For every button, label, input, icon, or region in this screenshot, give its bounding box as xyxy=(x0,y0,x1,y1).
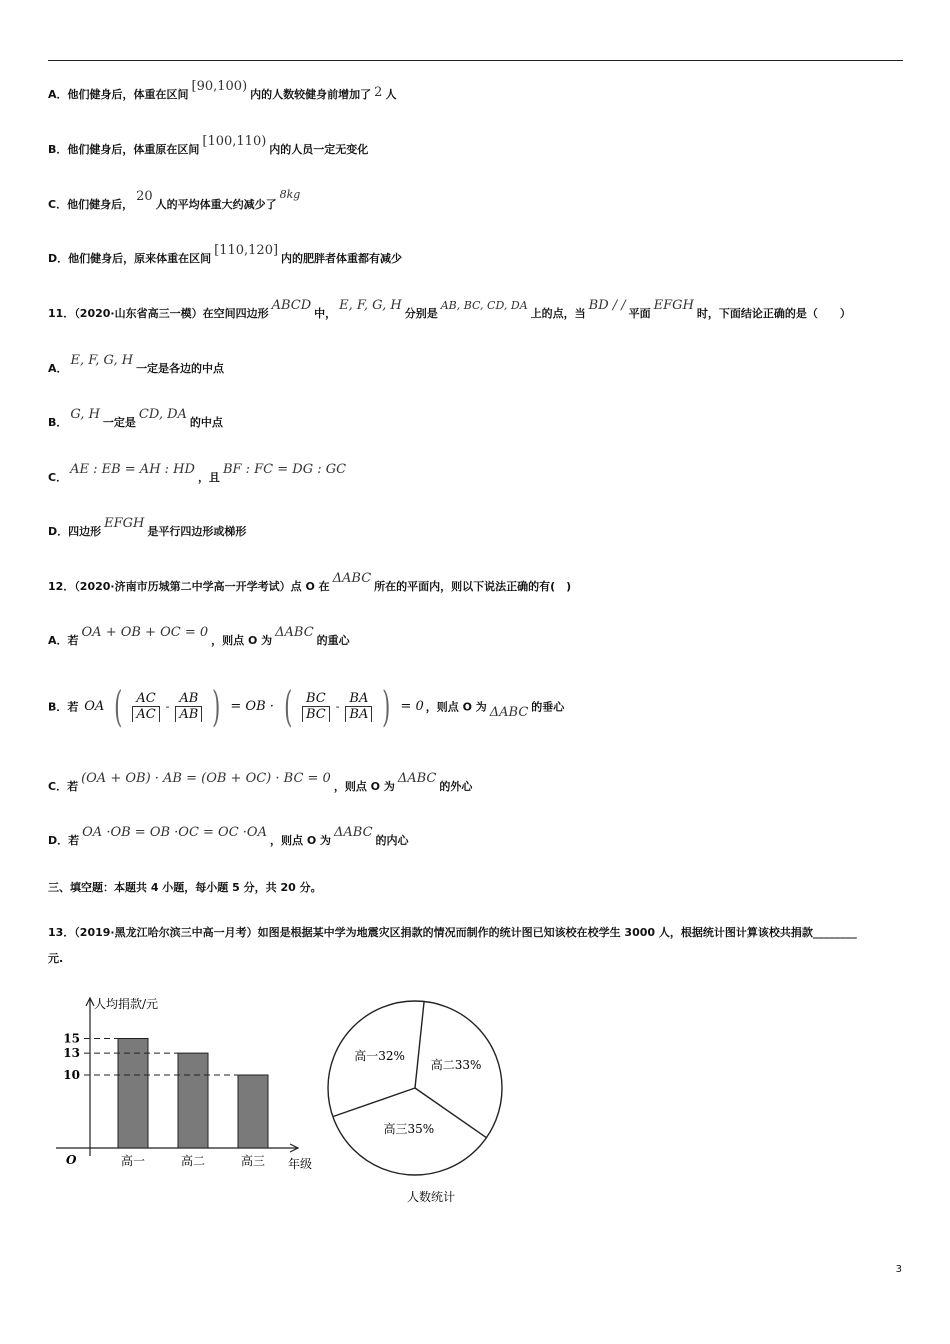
pie-divider xyxy=(415,1001,424,1088)
bar-chart xyxy=(48,990,328,1180)
bar xyxy=(118,1039,148,1149)
q12-option-c: C．若(OA + OB) · AB = (OB + OC) · BC = 0，则点 O 为ΔABC的外心 xyxy=(48,771,473,793)
q11-stem: 11．（2020·山东省高三一模）在空间四边形ABCD中，E, F, G, H分别是AB, BC, CD, DA上的点，当BD / /平面EFGH时，下面结论正确的是（ ） xyxy=(48,298,851,320)
pie-chart xyxy=(320,970,520,1220)
q11-option-d: D．四边形EFGH是平行四边形或梯形 xyxy=(48,516,247,538)
pie-title: 人数统计 xyxy=(406,1190,456,1204)
y-tick-label: 15 xyxy=(63,1031,80,1046)
pie-slice-label: 高二33% xyxy=(430,1058,482,1073)
y-tick-label: 10 xyxy=(63,1068,80,1082)
q11-option-c: C．AE : EB = AH : HD，且BF : FC = DG : GC xyxy=(48,462,347,484)
q10-option-a: A．他们健身后，体重在区间[90,100)内的人数较健身前增加了 2 人 xyxy=(48,79,397,101)
q11-option-b: B．G, H一定是CD, DA的中点 xyxy=(48,407,223,429)
pie-slice-label: 高三35% xyxy=(383,1121,435,1136)
q10-option-b: B．他们健身后，体重原在区间[100,110)内的人员一定无变化 xyxy=(48,134,369,156)
q12-option-b: B．若 OA ( $\frac{AC}{AC}$ - $\frac{AB}{AB}$ ) = OB · ( $\frac{BC}{BC}$ - $\frac{BA}{BA}$ ) = 0 ，则点 O 为 ΔABC 的垂心 xyxy=(48,682,565,731)
pie-slice-label: 高一32% xyxy=(354,1048,405,1063)
y-tick-label: 13 xyxy=(63,1046,80,1061)
q12-stem: 12．（2020·济南市历城第二中学高一开学考试）点 O 在ΔABC所在的平面内，则以下说法正确的有( ) xyxy=(48,571,572,593)
q10-option-c: C．他们健身后，20人的平均体重大约减少了8kg xyxy=(48,188,301,211)
bar xyxy=(238,1075,268,1148)
y-axis-label: 人均捐款/元 xyxy=(94,997,159,1011)
q13-line1: 13．（2019·黑龙江哈尔滨三中高一月考）如图是根据某中学为地震灾区捐款的情况而制作的统计图已知该校在校学生 3000 人，根据统计图计算该校共捐款________ xyxy=(48,926,857,939)
q11-option-a: A．E, F, G, H一定是各边的中点 xyxy=(48,353,225,375)
q13-line2: 元. xyxy=(48,952,64,965)
origin-label: O xyxy=(66,1153,77,1167)
x-tick-label: 高三 xyxy=(240,1154,266,1168)
x-tick-label: 高一 xyxy=(120,1154,146,1168)
page-number: 3 xyxy=(895,1264,902,1275)
q12-option-a: A．若OA + OB + OC = 0，则点 O 为ΔABC的重心 xyxy=(48,625,350,647)
section-heading: 三、填空题：本题共 4 小题，每小题 5 分，共 20 分。 xyxy=(48,881,322,894)
bar xyxy=(178,1053,208,1148)
pie-divider xyxy=(333,1088,415,1117)
x-tick-label: 高二 xyxy=(180,1154,206,1168)
x-axis-label: 年级 xyxy=(288,1157,313,1171)
q12-option-d: D．若OA ·OB = OB ·OC = OC ·OA，则点 O 为ΔABC的内心 xyxy=(48,825,409,847)
header-rule xyxy=(48,60,903,61)
q10-option-d: D．他们健身后，原来体重在区间[110,120]内的肥胖者体重都有减少 xyxy=(48,243,403,265)
